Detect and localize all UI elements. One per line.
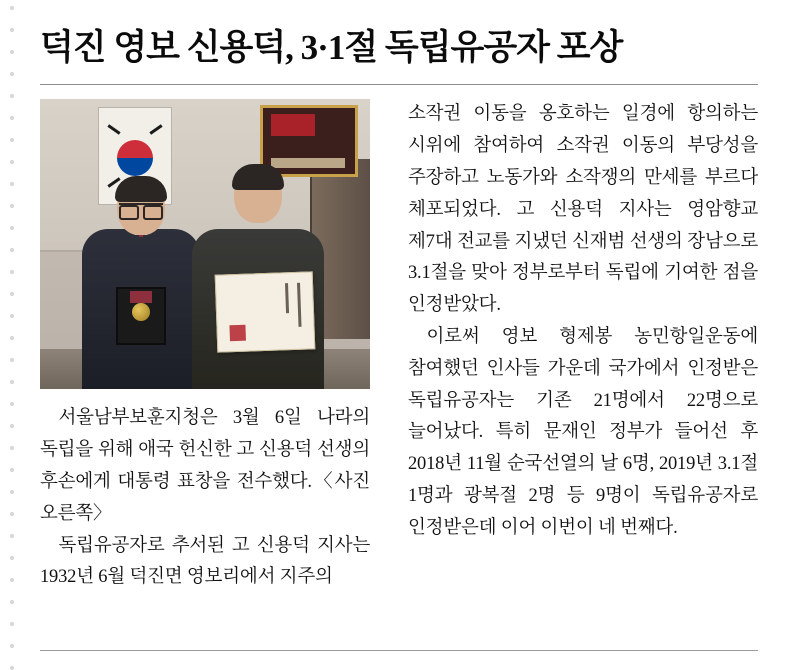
page-title: 덕진 영보 신용덕, 3·1절 독립유공자 포상 (40, 28, 623, 67)
perforation-dot (10, 182, 14, 186)
perforation-dot (10, 380, 14, 384)
perforation-dot (10, 94, 14, 98)
perforation-dot (10, 116, 14, 120)
certificate-line-2 (285, 283, 289, 313)
frame-red-block (271, 114, 315, 136)
certificate-line-1 (297, 283, 302, 327)
article-body (40, 99, 758, 609)
perforation-dot (10, 446, 14, 450)
perforation-dot (10, 600, 14, 604)
perforation-dot (10, 6, 14, 10)
perforation-dot (10, 512, 14, 516)
flag-trigram-1 (107, 125, 120, 135)
perforation-dot (10, 666, 14, 670)
perforation-dot (10, 336, 14, 340)
perforation-dot (10, 358, 14, 362)
paragraph: 독립유공자로 추서된 고 신용덕 지사는 1932년 6월 덕진면 영보리에서 지주의 (40, 535, 370, 588)
perforation-dot (10, 490, 14, 494)
paragraph: 소작권 이동을 옹호하는 일경에 항의하는 시위에 참여하여 소작권 이동의 부당성을 주장하고 노동가와 소작쟁의 만세를 부르다 체포되었다. 고 신용덕 지사는 영암향교 제7대 전교를 지냈던 신재범 선생의 장남으로 3.1절을 맞아 정부로부터 독립에 기여한 점을 인정받았다. (408, 104, 758, 316)
perforation-dot (10, 468, 14, 472)
perforation-dot (10, 28, 14, 32)
perforation-dot (10, 402, 14, 406)
perforation-dot (10, 424, 14, 428)
perforation-dot (10, 72, 14, 76)
perforation-dot (10, 50, 14, 54)
perforation-dot (10, 138, 14, 142)
paragraph: 이로써 영보 형제봉 농민항일운동에 참여했던 인사들 가운데 국가에서 인정받은 독립유공자는 기존 21명에서 22명으로 늘어났다. 특히 문재인 정부가 들어선 후 2018년 11월 순국선열의 날 6명, 2019년 3.1절 1명과 광복절 2명 등 9명이 독립유공자로 인정받은데 이어 이번이 네 번째다. (408, 326, 758, 538)
perforation-dot (10, 622, 14, 626)
article-photo (40, 99, 370, 389)
right-column (408, 99, 758, 544)
perforation-dot (10, 534, 14, 538)
person-left-hair (115, 176, 167, 202)
photo-person-left (82, 179, 200, 389)
medal-case (116, 287, 166, 345)
flag-trigram-2 (149, 125, 162, 135)
paragraph: 서울남부보훈지청은 3월 6일 나라의 독립을 위해 애국 헌신한 고 신용덕 선생의 후손에게 대통령 표창을 전수했다.〈사진 오른쪽〉 (40, 408, 370, 524)
perforation-dot (10, 578, 14, 582)
glasses-icon (119, 203, 163, 217)
perforation-dot (10, 204, 14, 208)
left-column-text (40, 403, 370, 594)
divider-top (40, 84, 758, 85)
flag-taegeuk-red (117, 140, 153, 158)
certificate-document (215, 272, 316, 353)
perforation-dot (10, 226, 14, 230)
perforation-dot (10, 644, 14, 648)
perforation-dot (10, 292, 14, 296)
newspaper-page (40, 0, 770, 669)
perforation-dot (10, 160, 14, 164)
perforation-dot (10, 314, 14, 318)
divider-bottom (40, 650, 758, 651)
perforation-dot (10, 248, 14, 252)
medal-ribbon (130, 291, 152, 303)
perforation-dot (10, 556, 14, 560)
certificate-seal (229, 325, 246, 342)
left-column (40, 99, 370, 594)
flag-taegeuk-blue (117, 158, 153, 176)
medal-icon (132, 303, 150, 321)
page-perforation-edge (6, 0, 20, 669)
perforation-dot (10, 270, 14, 274)
person-right-hair (232, 164, 284, 190)
